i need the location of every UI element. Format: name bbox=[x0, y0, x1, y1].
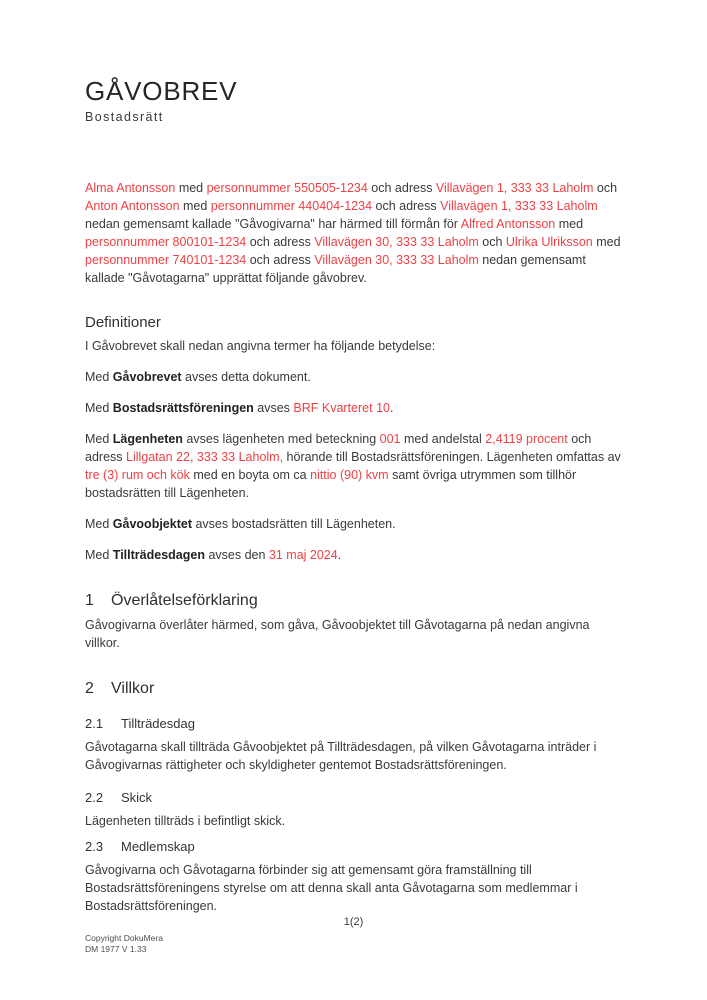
section-2-title: Villkor bbox=[111, 680, 155, 697]
subsection-2-3-paragraph: Gåvogivarna och Gåvotagarna förbinder sig att gemensamt göra framställning till Bostadsrättsföreningens styrelse om att denna skall anta Gåvotagarna som medlemmar i Bostadsrättsföreningen. bbox=[85, 863, 578, 913]
definition-bostadsrattsforeningen: Med Bostadsrättsföreningen avses BRF Kvarteret 10. bbox=[85, 401, 394, 415]
subsection-2-2-heading bbox=[85, 789, 625, 807]
subsection-2-2-title: Skick bbox=[121, 790, 153, 805]
definition-gavobrevet: Med Gåvobrevet avses detta dokument. bbox=[85, 370, 311, 384]
copyright-notice bbox=[85, 933, 163, 955]
subsection-2-2-number: 2.2 bbox=[85, 790, 104, 805]
copyright-line-1: Copyright DokuMera bbox=[85, 933, 163, 943]
definitions-heading: Definitioner bbox=[85, 314, 161, 331]
subsection-2-1-title: Tillträdesdag bbox=[121, 716, 195, 731]
subsection-2-3-title: Medlemskap bbox=[121, 839, 195, 854]
intro-paragraph: Alma Antonsson med personnummer 550505-1234 och adress Villavägen 1, 333 33 Laholm och Anton Antonsson med personnummer 440404-1234 och adress Villavägen 1, 333 33 Laholm nedan gemensamt kallade "Gåvogivarna" har härmed till förmån för Alfred Antonsson med personnummer 800101-1234 och adress Villavägen 30, 333 33 Laholm och Ulrika Ulriksson med personnummer 740101-1234 och adress Villavägen 30, 333 33 Laholm nedan gemensamt kallade "Gåvotagarna" upprättat följande gåvobrev. bbox=[85, 181, 621, 285]
section-1-number: 1 bbox=[85, 592, 94, 609]
subsection-2-1-number: 2.1 bbox=[85, 716, 104, 731]
section-1-heading bbox=[85, 590, 625, 612]
document-title: GÅVOBREV bbox=[85, 76, 238, 106]
section-1-paragraph: Gåvogivarna överlåter härmed, som gåva, Gåvoobjektet till Gåvotagarna på nedan angivna villkor. bbox=[85, 618, 590, 650]
section-2-number: 2 bbox=[85, 680, 94, 697]
document-content bbox=[85, 0, 625, 915]
copyright-line-2: DM 1977 V 1.33 bbox=[85, 944, 147, 954]
page-number: 1(2) bbox=[343, 916, 364, 928]
subsection-2-1-paragraph: Gåvotagarna skall tillträda Gåvoobjektet på Tillträdesdagen, på vilken Gåvotagarna inträder i Gåvogivarnas rättigheter och skyldigheter gentemot Bostadsrättsföreningen. bbox=[85, 740, 597, 772]
definition-lagenheten: Med Lägenheten avses lägenheten med beteckning 001 med andelstal 2,4119 procent och adress Lillgatan 22, 333 33 Laholm, hörande till Bostadsrättsföreningen. Lägenheten omfattas av tre (3) rum och kök med en boyta om ca nittio (90) kvm samt övriga utrymmen som tillhör bostadsrätten till Lägenheten. bbox=[85, 432, 621, 500]
definitions-lead: I Gåvobrevet skall nedan angivna termer ha följande betydelse: bbox=[85, 339, 436, 353]
definition-gavoobjektet: Med Gåvoobjektet avses bostadsrätten till Lägenheten. bbox=[85, 517, 396, 531]
subsection-2-3-number: 2.3 bbox=[85, 839, 104, 854]
subsection-2-3-heading bbox=[85, 838, 625, 856]
subsection-2-2-paragraph: Lägenheten tillträds i befintligt skick. bbox=[85, 814, 286, 828]
definition-tilltradesdagen: Med Tillträdesdagen avses den 31 maj 2024. bbox=[85, 548, 342, 562]
section-2-heading bbox=[85, 678, 625, 700]
document-subtitle: Bostadsrätt bbox=[85, 110, 164, 124]
subsection-2-1-heading bbox=[85, 715, 625, 733]
section-1-title: Överlåtelseförklaring bbox=[111, 592, 258, 609]
